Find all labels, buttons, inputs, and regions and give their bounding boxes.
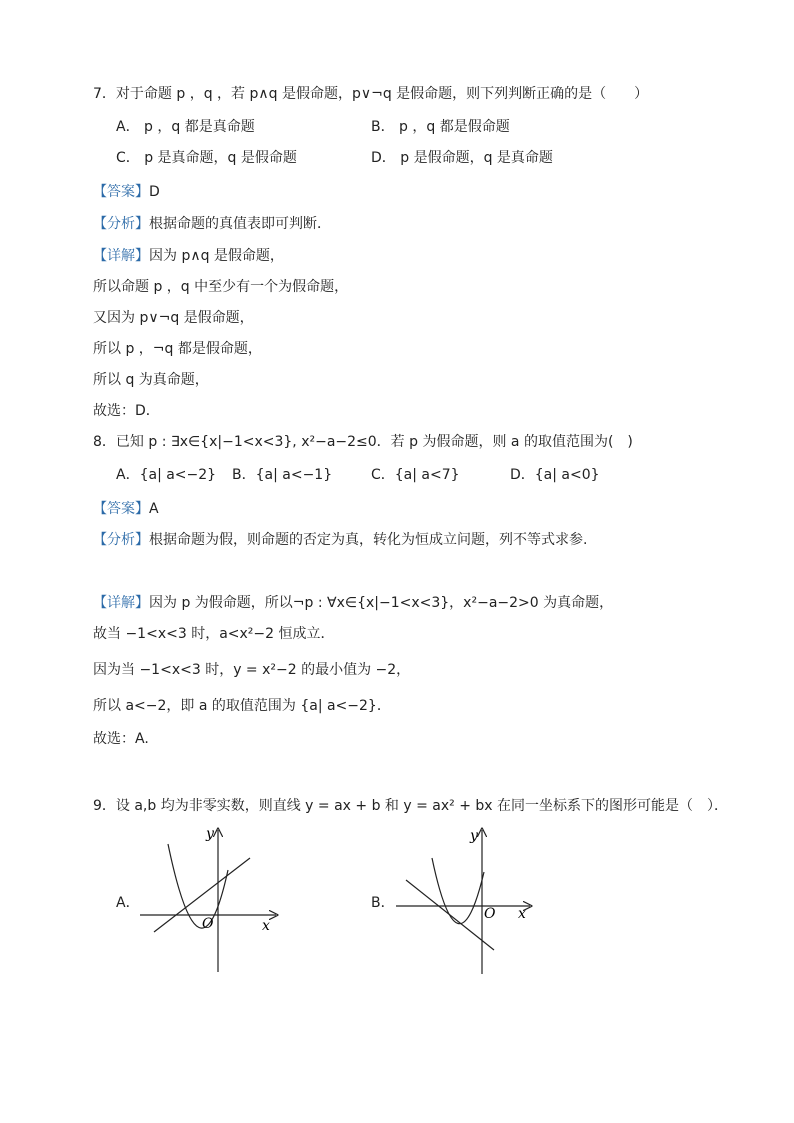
parabola-curve — [432, 858, 484, 924]
q8-option-c: C．{a| a<7} — [371, 467, 460, 483]
answer-value: D — [149, 184, 160, 200]
q8-option-d: D．{a| a<0} — [510, 467, 600, 483]
graph-b — [390, 822, 550, 982]
detail-text: 因为 p∧q 是假命题， — [149, 248, 284, 264]
q7-option-a: A． p ，q 都是真命题 — [116, 119, 255, 135]
q9-stem: 9．设 a,b 均为非零实数，则直线 y = ax + b 和 y = ax² + bx 在同一坐标系下的图形可能是（ ）． — [93, 798, 729, 814]
origin-label: O — [484, 906, 496, 922]
q8-detail-3: 因为当 −1<x<3 时，y = x²−2 的最小值为 −2， — [93, 662, 411, 678]
q7-option-b: B． p ，q 都是假命题 — [371, 119, 510, 135]
y-axis-label: y — [206, 826, 214, 842]
q8-detail-2: 故当 −1<x<3 时，a<x²−2 恒成立． — [93, 626, 335, 642]
q7-stem: 7．对于命题 p ，q ，若 p∧q 是假命题，p∨¬q 是假命题，则下列判断正确的是（ ） — [93, 86, 649, 102]
x-axis-label: x — [262, 918, 270, 934]
x-axis-label: x — [518, 906, 526, 922]
q7-answer — [93, 182, 160, 202]
graph-a — [130, 822, 290, 982]
answer-value: A — [149, 501, 159, 517]
q8-detail-4: 所以 a<−2，即 a 的取值范围为 {a| a<−2}． — [93, 698, 391, 714]
q7-detail-5: 所以 q 为真命题， — [93, 372, 209, 388]
origin-label: O — [202, 916, 214, 932]
q7-detail-3: 又因为 p∨¬q 是假命题， — [93, 310, 254, 326]
answer-tag: 【答案】 — [93, 184, 149, 200]
q7-detail-2: 所以命题 p ，q 中至少有一个为假命题， — [93, 279, 349, 295]
q8-stem: 8．已知 p : ∃x∈{x|−1<x<3}, x²−a−2≤0．若 p 为假命题，则 a 的取值范围为( ) — [93, 434, 633, 450]
q8-analysis — [93, 530, 587, 550]
q8-option-b: B．{a| a<−1} — [232, 467, 333, 483]
straight-line — [406, 880, 494, 950]
graph-a-label: A． — [116, 895, 140, 911]
q7-detail-1 — [93, 246, 284, 266]
q7-analysis — [93, 214, 331, 234]
q8-answer — [93, 499, 159, 519]
detail-text: 因为 p 为假命题，所以¬p : ∀x∈{x|−1<x<3}，x²−a−2>0 为真命题， — [149, 595, 614, 611]
q7-option-c: C． p 是真命题，q 是假命题 — [116, 150, 297, 166]
graph-b-label: B． — [371, 895, 395, 911]
answer-tag: 【答案】 — [93, 501, 149, 517]
q7-detail-4: 所以 p ，¬q 都是假命题， — [93, 341, 262, 357]
analysis-tag: 【分析】 — [93, 532, 149, 548]
q8-detail-1 — [93, 593, 613, 613]
detail-tag: 【详解】 — [93, 248, 149, 264]
q7-option-d: D． p 是假命题，q 是真命题 — [371, 150, 553, 166]
analysis-text: 根据命题的真值表即可判断． — [149, 216, 331, 232]
q8-detail-5: 故选：A. — [93, 731, 149, 747]
detail-tag: 【详解】 — [93, 595, 149, 611]
q8-option-a: A．{a| a<−2} — [116, 467, 217, 483]
y-axis-label: y — [470, 828, 478, 844]
q7-detail-6: 故选：D． — [93, 403, 160, 419]
analysis-tag: 【分析】 — [93, 216, 149, 232]
analysis-text: 根据命题为假，则命题的否定为真，转化为恒成立问题，列不等式求参. — [149, 532, 588, 548]
